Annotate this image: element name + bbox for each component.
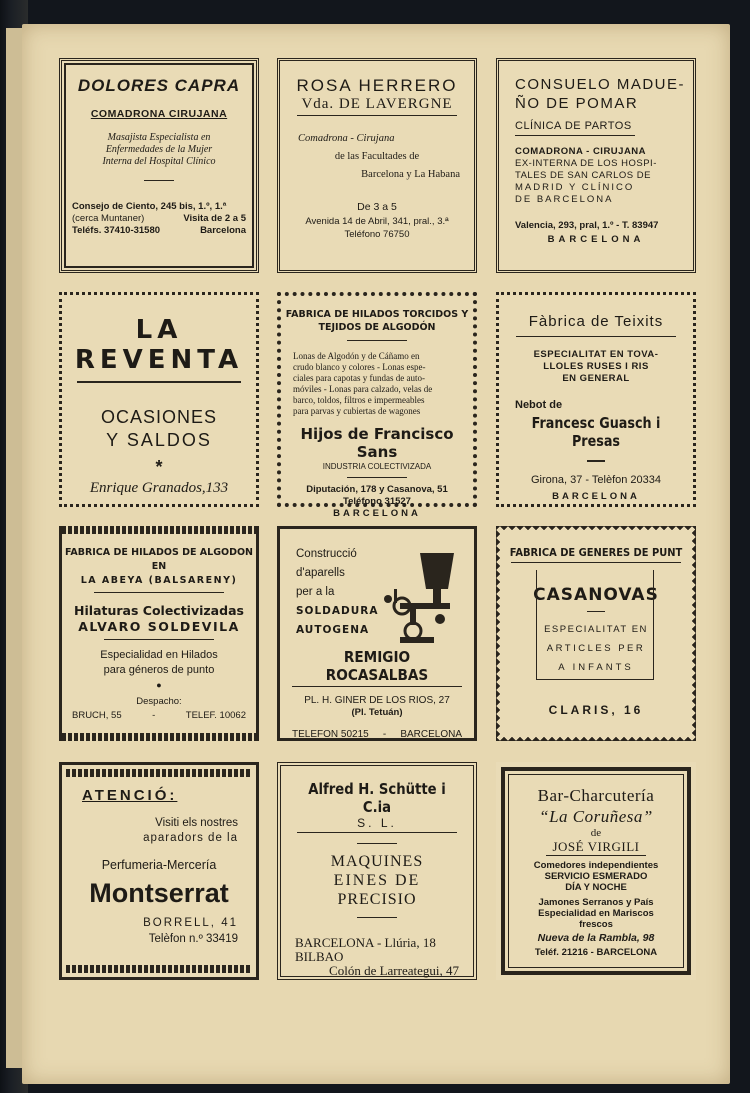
rocasalbas-phone: TELEFON 50215 — [292, 729, 369, 740]
casanovas-title: FABRICA DE GENERES DE PUNT — [509, 546, 683, 559]
abeya-title — [62, 546, 256, 588]
sans-phone: Teléfono 31527 — [343, 496, 411, 507]
capra-address — [72, 201, 246, 237]
sans-title — [281, 308, 473, 334]
sans-body-line: para parvas y cubiertas de wagones — [293, 406, 421, 416]
montserrat-bottom-border — [66, 965, 252, 973]
casanovas-divider — [511, 562, 681, 563]
schutte-products — [281, 852, 473, 909]
capra-city: Barcelona — [200, 225, 246, 236]
herrero-hours: De 3 a 5 — [357, 201, 397, 213]
abeya-despacho: Despacho: — [136, 696, 182, 707]
madueno-desc-line: TALES DE SAN CARLOS DE — [515, 170, 651, 181]
abeya-phone: TELEF. 10062 — [185, 710, 246, 721]
rocasalbas-intro-line: d'aparells — [296, 567, 345, 579]
herrero-address: Avenida 14 de Abril, 341, pral., 3.ª — [305, 216, 449, 227]
teixits-desc-line: LLOLES RUSES I RIS — [543, 361, 649, 372]
ad-fabrica-teixits — [496, 292, 696, 507]
sans-body-line: ciales para capotas y fundas de auto- — [293, 373, 425, 383]
sans-divider — [347, 340, 407, 341]
sans-title-line: TEJIDOS DE ALGODÓN — [318, 322, 436, 333]
reventa-title: LA REVENTA — [74, 315, 244, 375]
corunesa-address: Nueva de la Rambla, 98 — [537, 932, 655, 944]
ad-montserrat — [59, 762, 259, 980]
madueno-desc-line: COMADRONA - CIRUJANA — [515, 146, 647, 157]
rocasalbas-subaddress: (Pl. Tetuán) — [351, 707, 403, 718]
sans-body-line: Lonas de Algodón y de Cáñamo en — [293, 351, 420, 361]
abeya-top-border — [62, 526, 256, 534]
rocasalbas-intro-line: SOLDADURA — [296, 605, 379, 617]
rocasalbas-name: REMIGIO ROCASALBAS — [325, 648, 429, 684]
capra-hours: Visita de 2 a 5 — [183, 213, 246, 224]
ad-remigio-rocasalbas — [277, 526, 477, 741]
newspaper-page — [22, 24, 730, 1084]
sans-divider-2 — [347, 477, 407, 478]
madueno-desc-line: DE BARCELONA — [515, 194, 614, 205]
montserrat-body-line: Visiti els nostres — [155, 817, 238, 829]
capra-title: COMADRONA CIRUJANA — [90, 108, 228, 120]
casanovas-desc-line: ESPECIALITAT EN — [544, 624, 648, 635]
capra-desc — [62, 132, 256, 168]
madueno-name — [515, 75, 693, 113]
capra-desc-line: Masajista Especialista en — [107, 132, 211, 143]
teixits-divider — [516, 336, 676, 337]
casanovas-right-border — [687, 526, 696, 741]
ad-rosa-herrero — [277, 58, 477, 273]
teixits-title: Fàbrica de Teixits — [528, 313, 664, 330]
abeya-desc-line: para géneros de punto — [103, 664, 215, 676]
madueno-clinic: CLÍNICA DE PARTOS — [515, 120, 632, 132]
rocasalbas-address: PL. H. GINER DE LOS RIOS, 27 — [304, 695, 450, 706]
abeya-dash: - — [152, 710, 156, 721]
madueno-desc-line: MADRID Y CLÍNICO — [515, 182, 635, 193]
ad-francisco-sans — [277, 292, 477, 519]
capra-desc-line: Interna del Hospital Clínico — [102, 156, 216, 167]
corunesa-desc-line: Jamones Serranos y País — [538, 897, 654, 908]
montserrat-address-line: BORRELL, 41 — [143, 917, 238, 929]
capra-desc-line: Enfermedades de la Mujer — [105, 144, 213, 155]
schutte-sl: S. L. — [357, 816, 397, 830]
abeya-name-line: Hilaturas Colectivizadas — [74, 603, 244, 618]
ad-la-corunesa — [496, 762, 696, 980]
herrero-l3: Comadrona - Cirujana — [298, 133, 395, 144]
schutte-product-line: PRECISIO — [337, 891, 417, 908]
abeya-names — [62, 603, 256, 635]
welding-apparatus-icon — [380, 549, 462, 647]
teixits-divider-2 — [587, 460, 605, 462]
sans-body-line: barco, toldos, filtros e impermeables — [293, 395, 425, 405]
madueno-desc-line: EX-INTERNA DE LOS HOSPI- — [515, 158, 657, 169]
schutte-address-line: BARCELONA - Llúria, 18 — [295, 935, 436, 950]
sans-body — [293, 351, 473, 417]
reventa-star: * — [155, 457, 163, 477]
casanovas-inner-frame — [536, 570, 654, 680]
reventa-l2: Y SALDOS — [106, 430, 212, 450]
abeya-divider — [94, 592, 224, 593]
teixits-desc-line: EN GENERAL — [562, 373, 630, 384]
abeya-dot: ● — [156, 680, 162, 690]
corunesa-desc-line: frescos — [579, 919, 613, 930]
ad-consuelo-madueno — [496, 58, 696, 273]
abeya-name-line: ALVARO SOLDEVILA — [78, 619, 240, 634]
rocasalbas-intro-line: per a la — [296, 586, 335, 598]
corunesa-title-line: “La Coruñesa” — [539, 807, 653, 826]
teixits-desc — [499, 349, 693, 385]
corunesa-desc-line: Especialidad en Mariscos — [538, 908, 654, 919]
corunesa-title — [501, 785, 691, 827]
montserrat-title: ATENCIÓ: — [82, 787, 178, 804]
reventa-divider — [77, 381, 241, 383]
casanovas-top-border — [496, 526, 696, 535]
corunesa-desc — [501, 860, 691, 958]
montserrat-phone: Telèfon n.º 33419 — [148, 933, 238, 945]
madueno-name-line: CONSUELO MADUE- — [515, 76, 686, 93]
madueno-address: Valencia, 293, pral, 1.º - T. 83947 — [515, 220, 659, 231]
casanovas-desc-line: ARTICLES PER — [546, 643, 646, 654]
capra-divider — [144, 180, 174, 181]
sans-body-line: crudo blanco y colores - Lonas espe- — [293, 362, 426, 372]
ad-dolores-capra — [59, 58, 259, 273]
schutte-divider-3 — [357, 917, 397, 918]
herrero-name: ROSA HERRERO — [296, 76, 458, 95]
rocasalbas-divider — [292, 686, 462, 687]
ad-casanovas — [496, 526, 696, 741]
montserrat-body-line: aparadors de la — [143, 832, 238, 844]
schutte-address-line: BILBAO — [295, 949, 344, 964]
schutte-addresses — [295, 936, 473, 978]
capra-name: DOLORES CAPRA — [77, 76, 241, 95]
herrero-divider — [297, 115, 457, 116]
reventa-address: Enrique Granados,133 — [89, 480, 229, 496]
teixits-address: Girona, 37 - Telèfon 20334 — [530, 474, 662, 486]
casanovas-bottom-border — [496, 732, 696, 741]
casanovas-name: CASANOVAS — [533, 585, 659, 605]
capra-address-part: (cerca Muntaner) — [72, 213, 145, 224]
abeya-title-line: FABRICA DE HILADOS DE ALGODON EN — [64, 547, 254, 572]
abeya-desc — [62, 648, 256, 678]
abeya-title-line: LA ABEYA (BALSARENY) — [80, 575, 238, 586]
rocasalbas-intro-line: Construcció — [296, 548, 357, 560]
abeya-divider-2 — [104, 639, 214, 640]
abeya-address: BRUCH, 55 — [72, 710, 122, 721]
abeya-bottom-border — [62, 733, 256, 741]
teixits-nebot: Nebot de — [515, 399, 563, 411]
ad-la-abeya — [59, 526, 259, 741]
herrero-phone: Teléfono 76750 — [344, 229, 410, 240]
teixits-desc-line: ESPECIALITAT EN TOVA- — [533, 349, 659, 360]
montserrat-name: Montserrat — [89, 878, 229, 908]
corunesa-desc-line: SERVICIO ESMERADO — [544, 871, 648, 882]
corunesa-title-line: Bar-Charcutería — [537, 786, 655, 805]
sans-body-line: móviles - Lonas para calzado, velas de — [293, 384, 433, 394]
montserrat-body — [62, 816, 238, 846]
herrero-l5: Barcelona y La Habana — [361, 169, 460, 180]
reventa-l1: OCASIONES — [100, 407, 218, 427]
teixits-city: BARCELONA — [552, 491, 640, 502]
ad-la-reventa — [59, 292, 259, 507]
schutte-divider — [297, 832, 457, 833]
casanovas-address: CLARIS, 16 — [548, 703, 644, 717]
corunesa-de: de — [590, 827, 602, 839]
corunesa-owner: JOSÉ VIRGILI — [552, 839, 640, 854]
rocasalbas-dash: - — [382, 729, 387, 740]
schutte-product-line: EINES DE — [333, 872, 421, 889]
madueno-city: BARCELONA — [547, 234, 645, 245]
herrero-l4: de las Facultades de — [334, 151, 420, 162]
montserrat-top-border — [66, 769, 252, 777]
montserrat-shop: Perfumeria-Mercería — [101, 858, 217, 872]
madueno-desc — [515, 146, 693, 206]
casanovas-left-border — [496, 526, 505, 741]
sans-address: Diputación, 178 y Casanova, 51 — [306, 484, 448, 495]
rocasalbas-phone-row — [292, 729, 462, 741]
casanovas-desc-line: A INFANTS — [558, 662, 634, 673]
corunesa-desc-line: DÍA Y NOCHE — [565, 882, 627, 893]
rocasalbas-intro-line: AUTOGENA — [296, 624, 370, 636]
sans-city: BARCELONA — [333, 508, 421, 519]
capra-phone: Teléfs. 37410-31580 — [72, 225, 161, 236]
abeya-address-row — [72, 710, 246, 722]
montserrat-address — [62, 915, 238, 947]
schutte-product-line: MAQUINES — [330, 853, 424, 870]
sans-title-line: FABRICA DE HILADOS TORCIDOS Y — [285, 309, 469, 320]
schutte-address-line: Colón de Larreategui, 47 — [329, 963, 459, 978]
teixits-name: Francesc Guasch i Presas — [531, 414, 661, 450]
corunesa-phone: Teléf. 21216 - BARCELONA — [534, 947, 658, 958]
corunesa-desc-line: Comedores independientes — [533, 860, 659, 871]
herrero-subname: Vda. DE LAVERGNE — [301, 96, 453, 112]
schutte-name: Alfred H. Schütte i C.ia — [308, 780, 446, 816]
schutte-divider-2 — [357, 843, 397, 844]
madueno-divider — [515, 135, 635, 136]
ad-alfred-schutte — [277, 762, 477, 980]
abeya-desc-line: Especialidad en Hilados — [100, 649, 218, 661]
corunesa-divider — [546, 855, 646, 856]
capra-address-row — [72, 213, 246, 225]
sans-name: Hijos de Francisco Sans — [300, 425, 454, 461]
capra-phone-row — [72, 225, 246, 237]
capra-address-line: Consejo de Ciento, 245 bis, 1.º, 1.ª — [72, 201, 227, 212]
rocasalbas-city: BARCELONA — [400, 729, 462, 740]
previous-page-edge — [6, 28, 23, 1068]
sans-subtitle: INDUSTRIA COLECTIVIZADA — [322, 462, 432, 471]
madueno-name-line: ÑO DE POMAR — [515, 95, 639, 112]
